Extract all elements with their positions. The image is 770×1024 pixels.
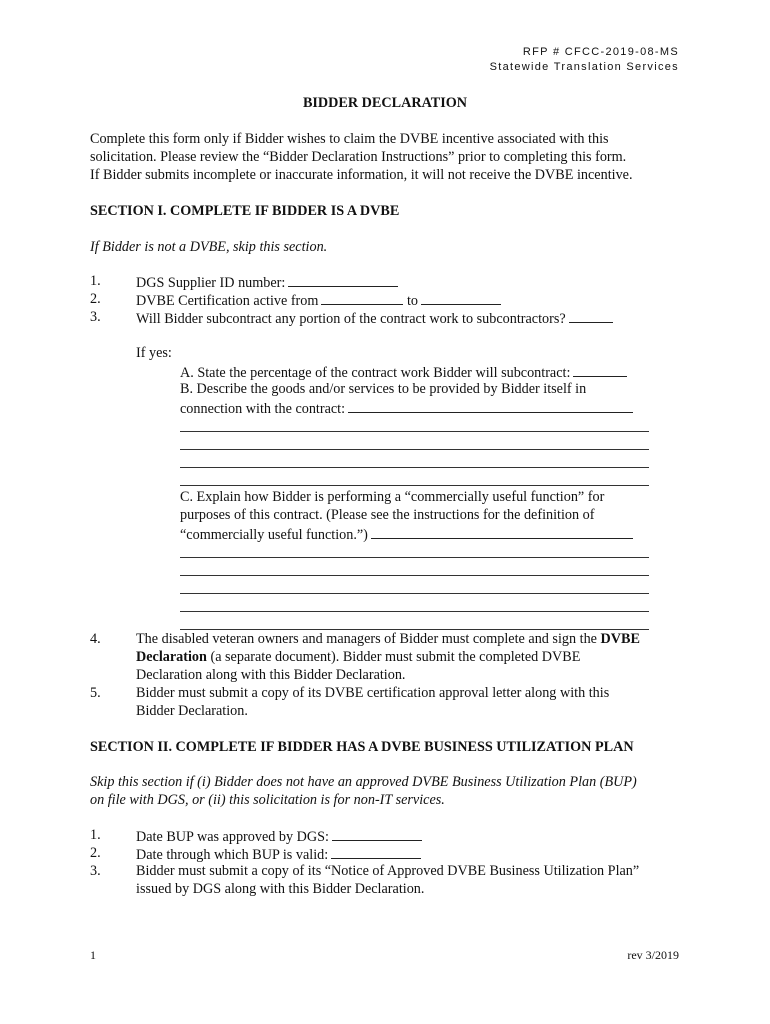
sub-b-line: B. Describe the goods and/or services to be provided by Bidder itself in: [180, 381, 587, 397]
item-number: 5.: [90, 685, 101, 701]
goods-services-line[interactable]: [180, 431, 649, 432]
bup-valid-date-field[interactable]: [331, 844, 421, 859]
to-label: to: [406, 293, 419, 309]
cert-to-field[interactable]: [421, 290, 501, 305]
revision-label: rev 3/2019: [627, 948, 679, 962]
item-4-text: The disabled veteran owners and managers of Bidder must complete and sign the: [136, 631, 601, 647]
section-1-heading: SECTION I. COMPLETE IF BIDDER IS A DVBE: [90, 203, 400, 219]
item-label: DVBE Certification active from: [136, 293, 319, 309]
goods-services-line[interactable]: [180, 467, 649, 468]
page-title: BIDDER DECLARATION: [302, 95, 468, 111]
skip-note-line: Skip this section if (i) Bidder does not have an approved DVBE Business Utilization Plan (BUP): [90, 774, 637, 790]
supplier-id-field[interactable]: [288, 272, 398, 287]
item-4-text: (a separate document). Bidder must submit the completed DVBE: [206, 649, 581, 665]
sub-c-line: “commercially useful function.”): [180, 527, 368, 543]
item-label: issued by DGS along with this Bidder Declaration.: [136, 881, 425, 897]
intro-paragraph: [90, 130, 633, 184]
item-number: 1.: [90, 827, 101, 843]
item-label: Bidder must submit a copy of its “Notice of Approved DVBE Business Utilization Plan”: [136, 863, 640, 879]
cert-from-field[interactable]: [321, 290, 403, 305]
section-2-skip-note: [90, 773, 637, 809]
sub-c-line: C. Explain how Bidder is performing a “commercially useful function” for: [180, 489, 605, 505]
if-yes-label: If yes:: [136, 345, 172, 361]
item-4-text: Declaration along with this Bidder Declaration.: [136, 667, 406, 683]
s1-item-2: [0, 290, 770, 308]
intro-line: solicitation. Please review the “Bidder Declaration Instructions” prior to completing this form.: [90, 149, 627, 165]
commercially-useful-line[interactable]: [180, 557, 649, 558]
item-number: 4.: [90, 631, 101, 647]
s2-item-3: [0, 862, 770, 898]
item-label: Date BUP was approved by DGS:: [136, 829, 329, 845]
goods-services-field[interactable]: [348, 398, 633, 413]
skip-note-line: on file with DGS, or (ii) this solicitation is for non-IT services.: [90, 792, 445, 808]
item-5-text: Bidder must submit a copy of its DVBE certification approval letter along with this: [136, 685, 610, 701]
item-5-text: Bidder Declaration.: [136, 703, 248, 719]
item-number: 3.: [90, 309, 101, 325]
intro-line: If Bidder submits incomplete or inaccurate information, it will not receive the DVBE incentive.: [90, 167, 633, 183]
item-number: 1.: [90, 273, 101, 289]
item-number: 2.: [90, 845, 101, 861]
sub-a-label: A. State the percentage of the contract work Bidder will subcontract:: [180, 365, 571, 381]
service-name: Statewide Translation Services: [489, 61, 679, 73]
commercially-useful-field[interactable]: [371, 524, 633, 539]
item-label: Will Bidder subcontract any portion of the contract work to subcontractors?: [136, 311, 566, 327]
document-header: [490, 45, 679, 75]
intro-line: Complete this form only if Bidder wishes to claim the DVBE incentive associated with this: [90, 131, 609, 147]
s2-item-2: [0, 844, 770, 862]
commercially-useful-line[interactable]: [180, 593, 649, 594]
sub-c-line: purposes of this contract. (Please see the instructions for the definition of: [180, 507, 595, 523]
item-number: 3.: [90, 863, 101, 879]
section-1-skip-note: If Bidder is not a DVBE, skip this section.: [90, 239, 328, 255]
item-label: DGS Supplier ID number:: [136, 275, 286, 291]
goods-services-line[interactable]: [180, 485, 649, 486]
s1-item-5: [0, 684, 770, 720]
item-number: 2.: [90, 291, 101, 307]
sub-b: [180, 380, 633, 418]
s1-item-1: [0, 272, 770, 290]
sub-c: [180, 488, 633, 544]
item-4-bold: DVBE: [600, 631, 640, 647]
rfp-number: RFP # CFCC-2019-08-MS: [522, 46, 679, 58]
s1-item-3: [0, 308, 770, 326]
goods-services-line[interactable]: [180, 449, 649, 450]
subcontract-percentage-field[interactable]: [573, 362, 627, 377]
item-label: Date through which BUP is valid:: [136, 847, 329, 863]
section-2-heading: SECTION II. COMPLETE IF BIDDER HAS A DVBE BUSINESS UTILIZATION PLAN: [90, 739, 634, 755]
sub-b-line: connection with the contract:: [180, 401, 346, 417]
commercially-useful-line[interactable]: [180, 611, 649, 612]
page-number: 1: [90, 948, 96, 962]
bup-approved-date-field[interactable]: [332, 826, 422, 841]
commercially-useful-line[interactable]: [180, 575, 649, 576]
subcontract-field[interactable]: [569, 308, 613, 323]
s2-item-1: [0, 826, 770, 844]
s1-item-4: [0, 630, 770, 684]
item-4-bold: Declaration: [136, 649, 207, 665]
sub-a: [180, 362, 627, 382]
